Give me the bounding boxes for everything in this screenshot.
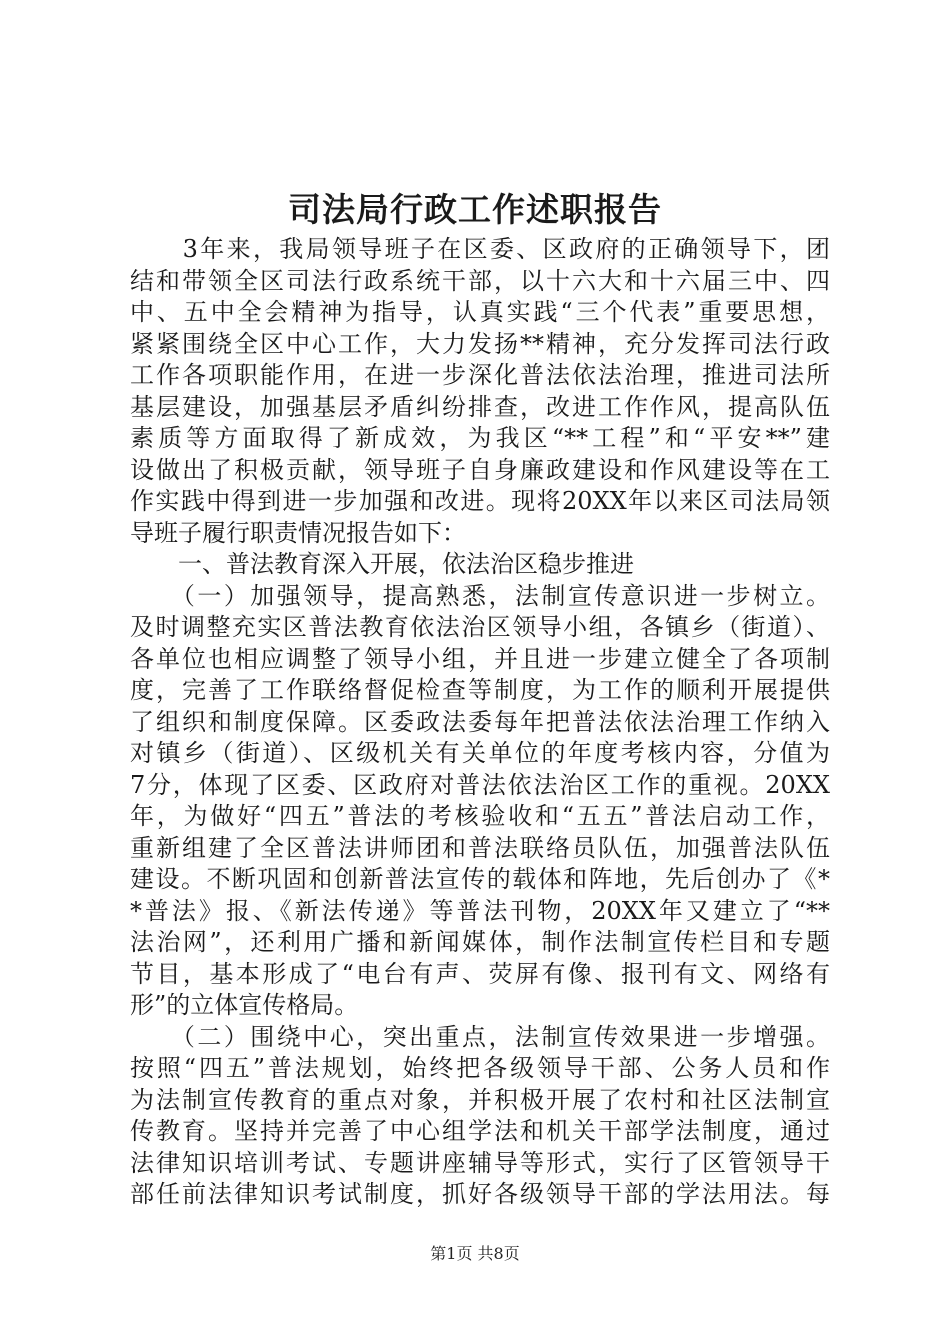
text-line: 形”的立体宣传格局。	[130, 991, 359, 1019]
text-line: 结和带领全区司法行政系统干部，以十六大和十六届三中、四	[130, 266, 830, 295]
text-line: 传教育。坚持并完善了中心组学法和机关干部学法制度，通过	[130, 1117, 830, 1145]
text-line: 了组织和制度保障。区委政法委每年把普法依法治理工作纳入	[130, 707, 830, 736]
text-line: 对镇乡（街道）、区级机关有关单位的年度考核内容，分值为	[130, 739, 830, 767]
text-line: 3年来，我局领导班子在区委、区政府的正确领导下，团	[130, 235, 830, 263]
text-line: 设做出了积极贡献，领导班子自身廉政建设和作风建设等在工	[130, 455, 830, 484]
text-line: 一、普法教育深入开展，依法治区稳步推进	[130, 550, 634, 578]
text-line: 导班子履行职责情况报告如下：	[130, 518, 466, 547]
text-line: 素质等方面取得了新成效，为我区“**工程”和“平安**”建	[130, 424, 830, 452]
text-line: 按照“四五”普法规划，始终把各级领导干部、公务人员和作	[130, 1054, 830, 1082]
text-line: 为法制宣传教育的重点对象，并积极开展了农村和社区法制宣	[130, 1085, 830, 1114]
text-line: 法律知识培训考试、专题讲座辅导等形式，实行了区管领导干	[130, 1148, 830, 1177]
text-line: 节目，基本形成了“电台有声、荧屏有像、报刊有文、网络有	[130, 959, 830, 988]
text-line: 年，为做好“四五”普法的考核验收和“五五”普法启动工作，	[130, 802, 830, 830]
text-line: 各单位也相应调整了领导小组，并且进一步建立健全了各项制	[130, 644, 830, 673]
text-line: 法治网”，还利用广播和新闻媒体，制作法制宣传栏目和专题	[130, 928, 830, 956]
page-footer: 第1页 共8页	[430, 1244, 520, 1263]
text-line: （二）围绕中心，突出重点，法制宣传效果进一步增强。	[130, 1022, 830, 1051]
text-line: *普法》报、《新法传递》等普法刊物，20XX年又建立了“**	[130, 896, 830, 925]
text-line: 紧紧围绕全区中心工作，大力发扬**精神，充分发挥司法行政	[130, 329, 830, 358]
text-line: （一）加强领导，提高熟悉，法制宣传意识进一步树立。	[130, 581, 830, 610]
text-line: 中、五中全会精神为指导，认真实践“三个代表”重要思想，	[130, 298, 830, 326]
text-line: 基层建设，加强基层矛盾纠纷排查，改进工作作风，提高队伍	[130, 392, 830, 421]
text-line: 部任前法律知识考试制度，抓好各级领导干部的学法用法。每	[130, 1180, 830, 1208]
text-line: 及时调整充实区普法教育依法治区领导小组，各镇乡（街道）、	[130, 613, 830, 641]
text-line: 作实践中得到进一步加强和改进。现将20XX年以来区司法局领	[130, 487, 830, 515]
text-line: 建设。不断巩固和创新普法宣传的载体和阵地，先后创办了《*	[130, 865, 830, 893]
text-line: 重新组建了全区普法讲师团和普法联络员队伍，加强普法队伍	[130, 833, 830, 862]
text-line: 7分，体现了区委、区政府对普法依法治区工作的重视。20XX	[130, 770, 830, 799]
document-body	[130, 234, 830, 1211]
text-line: 工作各项职能作用，在进一步深化普法依法治理，推进司法所	[130, 361, 830, 389]
document-title: 司法局行政工作述职报告	[288, 190, 662, 229]
text-line: 度，完善了工作联络督促检查等制度，为工作的顺利开展提供	[130, 676, 830, 704]
